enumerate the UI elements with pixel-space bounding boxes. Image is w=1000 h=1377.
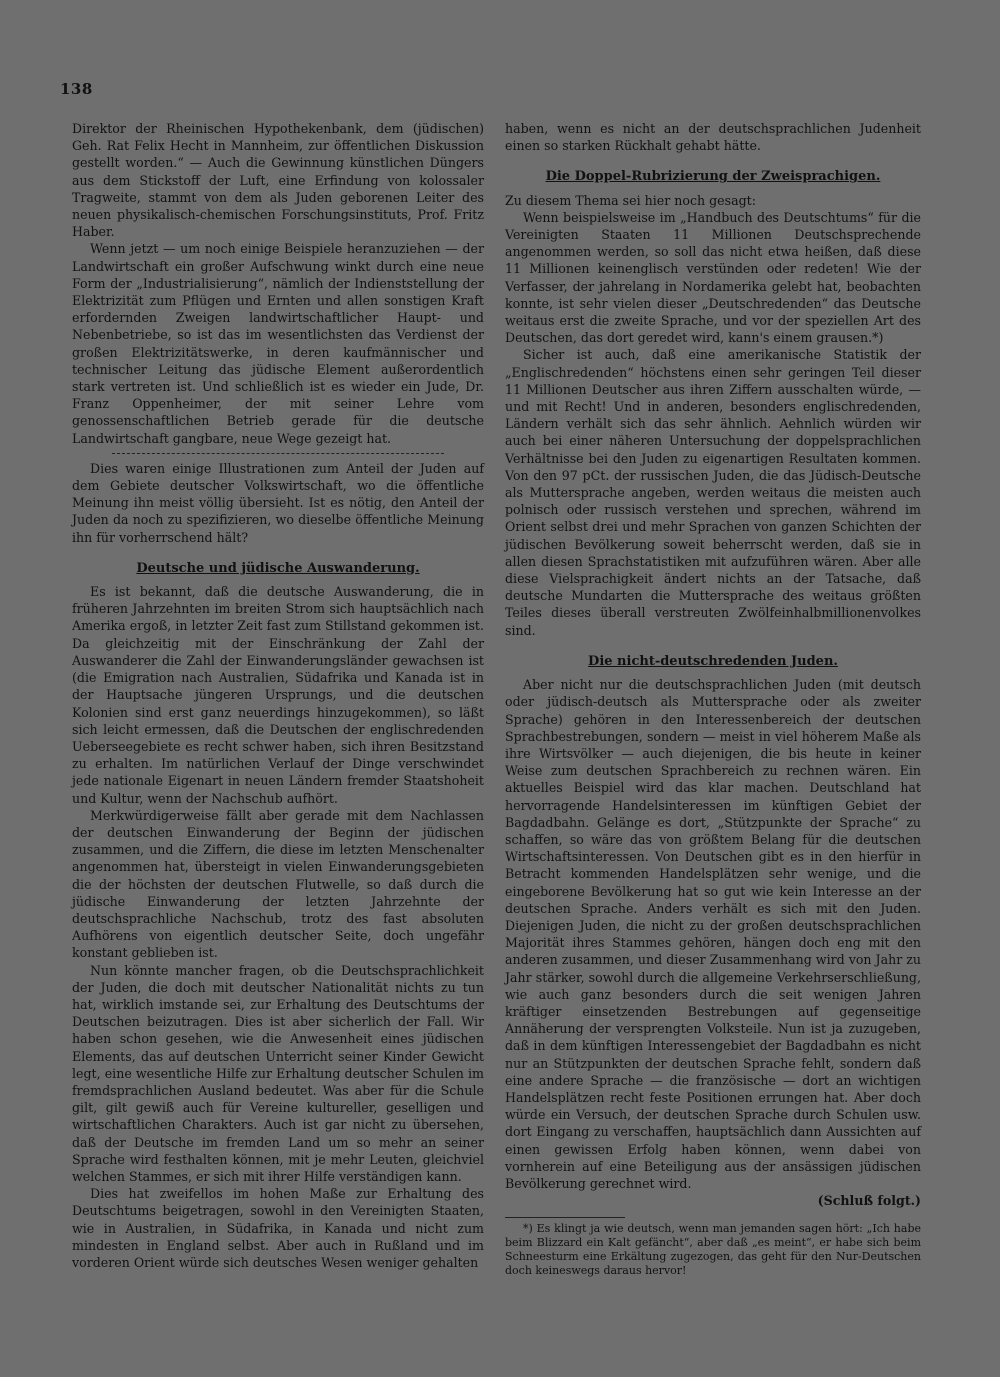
paragraph: Wenn jetzt — um noch einige Beispiele heranzuziehen — der Landwirtschaft ein großer Aufschwung winkt durch eine neue Form der „Industrialisierung“, nämlich der Indienststellung der Elektrizität zum Pflügen und Ernten und allen sonstigen Kraft erfordernden Zweigen landwirtschaftlicher Haupt- und Nebenbetriebe, so ist das im wesentlichsten das Verdienst der großen Elektrizitätswerke, in deren kaufmännischer und technischer Leitung das jüdische Element außerordentlich stark vertreten ist. Und schließlich ist es wieder ein Jude, Dr. Franz Oppenheimer, der mit seiner Lehre vom genossenschaftlichen Betrieb gerade für die deutsche Landwirtschaft gangbare, neue Wege gezeigt hat. xyxy=(72,241,484,446)
paragraph: haben, wenn es nicht an der deutschsprachlichen Judenheit einen so starken Rückhalt gehabt hätte. xyxy=(505,121,921,154)
paragraph: Zu diesem Thema sei hier noch gesagt: xyxy=(505,192,756,208)
paragraph: Dies waren einige Illustrationen zum Anteil der Juden auf dem Gebiete deutscher Volkswirtschaft, wo die öffentliche Meinung ihn meist völlig übersieht. Ist es nötig, den Anteil der Juden da noch zu spezifizieren, wo dieselbe öffentliche Meinung ihn für vorherrschend hält? xyxy=(72,460,484,545)
paragraph: Wenn beispielsweise im „Handbuch des Deutschtums“ für die Vereinigten Staaten 11 Millionen Deutschsprechende angenommen werden, so soll das nicht etwa heißen, daß diese 11 Millionen keinenglisch verstünden oder redeten! Wie der Verfasser, der jahrelang in Nordamerika gelebt hat, beobachten konnte, ist sehr vielen dieser „Deutschredenden“ das Deutsche weitaus erst die zweite Sprache, und vor der speziellen Art des Deutschen, das dort geredet wird, kann's einem grausen.*) xyxy=(505,209,921,346)
paragraph: Es ist bekannt, daß die deutsche Auswanderung, die in früheren Jahrzehnten im breiten Strom sich hauptsächlich nach Amerika ergoß, in letzter Zeit fast zum Stillstand gekommen ist. Da gleichzeitig mit der Einschränkung der Zahl der Auswanderer die Zahl der Einwanderungsländer gewachsen ist (die Emigration nach Australien, Südafrika und Kanada ist in der Hauptsache jüngeren Ursprungs, und die deutschen Kolonien sind erst ganz neuerdings hinzugekommen), so läßt sich leicht ermessen, daß die Deutschen der englischredenden Ueberseegebiete es recht schwer haben, sich ihren Besitzstand zu erhalten. Im natürlichen Verlauf der Dinge verschwindet jede nationale Eigenart in neuen Ländern fremder Staatshoheit und Kultur, wenn der Nachschub aufhört. xyxy=(72,584,484,806)
right-column xyxy=(505,120,921,1278)
left-column xyxy=(72,120,484,1271)
paragraph: Aber nicht nur die deutschsprachlichen Juden (mit deutsch oder jüdisch-deutsch als Muttersprache oder als zweiter Sprache) gehören in den Interessenbereich der deutschen Sprachbestrebungen, sondern — meist in viel höherem Maße als ihre Wirtsvölker — auch diejenigen, die bis heute in keiner Weise zum deutschen Sprachbereich zu rechnen wären. Ein aktuelles Beispiel wird das klar machen. Deutschland hat hervorragende Handelsinteressen im künftigen Gebiet der Bagdadbahn. Gelänge es dort, „Stützpunkte der Sprache“ zu schaffen, so wäre das von größtem Belang für die deutschen Wirtschaftsinteressen. Von Deutschen gibt es in den hierfür in Betracht kommenden Handelsplätzen sehr wenige, und die eingeborene Bevölkerung hat so gut wie kein Interesse an der deutschen Sprache. Anders verhält es sich mit den Juden. Diejenigen Juden, die nicht zu der großen deutschsprachlichen Majorität ihres Stammes gehören, hängen doch eng mit den anderen zusammen, und dieser Zusammenhang wird von Jahr zu Jahr stärker, sowohl durch die allgemeine Verkehrserschließung, wie auch ganz besonders durch die seit wenigen Jahren kräftiger einsetzenden Bestrebungen auf gegenseitige Annäherung der versprengten Volksteile. Nun ist ja zuzugeben, daß in dem künftigen Interessengebiet der Bagdadbahn es nicht nur an Stützpunkten der deutschen Sprache fehlt, sondern daß eine andere Sprache — die französische — dort an wichtigen Handelsplätzen recht feste Positionen errungen hat. Aber doch würde ein Versuch, der deutschen Sprache durch Schulen usw. dort Eingang zu verschaffen, hauptsächlich dann Aussichten auf einen gewissen Erfolg haben können, wenn dabei von vornherein auf eine Beteiligung aus der ansässigen jüdischen Bevölkerung gerechnet wird. xyxy=(505,677,921,1191)
paragraph: Nun könnte mancher fragen, ob die Deutschsprachlichkeit der Juden, die doch mit deutscher Nationalität nichts zu tun hat, wirklich imstande sei, zur Erhaltung des Deutschtums der Deutschen beizutragen. Dies ist aber sicherlich der Fall. Wir haben schon gesehen, wie die Anwesenheit eines jüdischen Elements, das auf deutschen Unterricht seiner Kinder Gewicht legt, eine wesentliche Hilfe zur Erhaltung deutscher Schulen im fremdsprachlichen Ausland bedeutet. Was aber für die Schule gilt, gilt gewiß auch für Vereine kultureller, geselligen und wirtschaftlichen Charakters. Auch ist gar nicht zu übersehen, daß der Deutsche im fremden Land um so mehr an seiner Sprache wird festhalten können, mit je mehr Leuten, gleichviel welchen Stammes, er sich mit ihrer Hilfe verständigen kann. xyxy=(72,962,484,1184)
footnote-divider xyxy=(505,1217,625,1218)
section-heading: Die nicht-deutschredenden Juden. xyxy=(588,653,838,669)
section-heading: Deutsche und jüdische Auswanderung. xyxy=(136,560,420,576)
page-number: 138 xyxy=(60,80,93,98)
paragraph: Merkwürdigerweise fällt aber gerade mit dem Nachlassen der deutschen Einwanderung der Beginn der jüdischen zusammen, und die Ziffern, die diese im letzten Menschenalter angenommen hat, übersteigt in vielen Einwanderungsgebieten die der höchsten der deutschen Flutwelle, so daß durch die jüdische Einwanderung der letzten Jahrzehnte der deutschsprachliche Nachschub, trotz des fast absoluten Aufhörens von eigentlich deutscher Seite, doch ungefähr konstant geblieben ist. xyxy=(72,807,484,961)
section-divider xyxy=(112,453,444,454)
footnote-text: *) Es klingt ja wie deutsch, wenn man jemanden sagen hört: „Ich habe beim Blizzard ein Kalt gefäncht“, aber daß „es meint“, er habe sich beim Schneesturm eine Erkältung zugezogen, das geht für den Nur-Deutschen doch keineswegs daraus hervor! xyxy=(505,1222,921,1278)
paragraph: Sicher ist auch, daß eine amerikanische Statistik der „Englischredenden“ höchstens einen sehr geringen Teil dieser 11 Millionen Deutscher aus ihren Ziffern ausschalten würde, — und mit Recht! Und in anderen, besonders englischredenden, Ländern verhält sich das sehr ähnlich. Aehnlich würden wir auch bei einer näheren Untersuchung der doppelsprachlichen Verhältnisse bei den Juden zu eigenartigen Resultaten kommen. Von den 97 pCt. der russischen Juden, die das Jüdisch-Deutsche als Muttersprache angeben, werden weitaus die meisten auch polnisch oder russisch verstehen und sprechen, während im Orient selbst drei und mehr Sprachen von ganzen Schichten der jüdischen Bevölkerung soweit beherrscht werden, daß sie in allen diesen Sprachstatistiken mit aufzuführen wären. Aber alle diese Vielsprachigkeit ändert nichts an der Tatsache, daß deutsche Mundarten die Muttersprache des weitaus größten Teiles dieses überall verstreuten Zwölfeinhalbmillionenvolkes sind. xyxy=(505,347,921,638)
footnote xyxy=(505,1222,921,1278)
section-heading: Die Doppel-Rubrizierung der Zweisprachigen. xyxy=(545,169,881,185)
paragraph: Dies hat zweifellos im hohen Maße zur Erhaltung des Deutschtums beigetragen, sowohl in den Vereinigten Staaten, wie in Australien, in Südafrika, in Kanada und nicht zum mindesten in England selbst. Aber auch in Rußland und im vorderen Orient würde sich deutsches Wesen weniger gehalten xyxy=(72,1186,484,1270)
continuation-note: (Schluß folgt.) xyxy=(817,1193,921,1209)
paragraph: Direktor der Rheinischen Hypothekenbank, dem (jüdischen) Geh. Rat Felix Hecht in Mannheim, zur öffentlichen Diskussion gestellt worden.“ — Auch die Gewinnung künstlichen Düngers aus dem Stickstoff der Luft, eine Erfindung von kolossaler Tragweite, stammt von dem als Juden geborenen Leiter des neuen physikalisch-chemischen Forschungsinstituts, Prof. Fritz Haber. xyxy=(72,121,484,240)
